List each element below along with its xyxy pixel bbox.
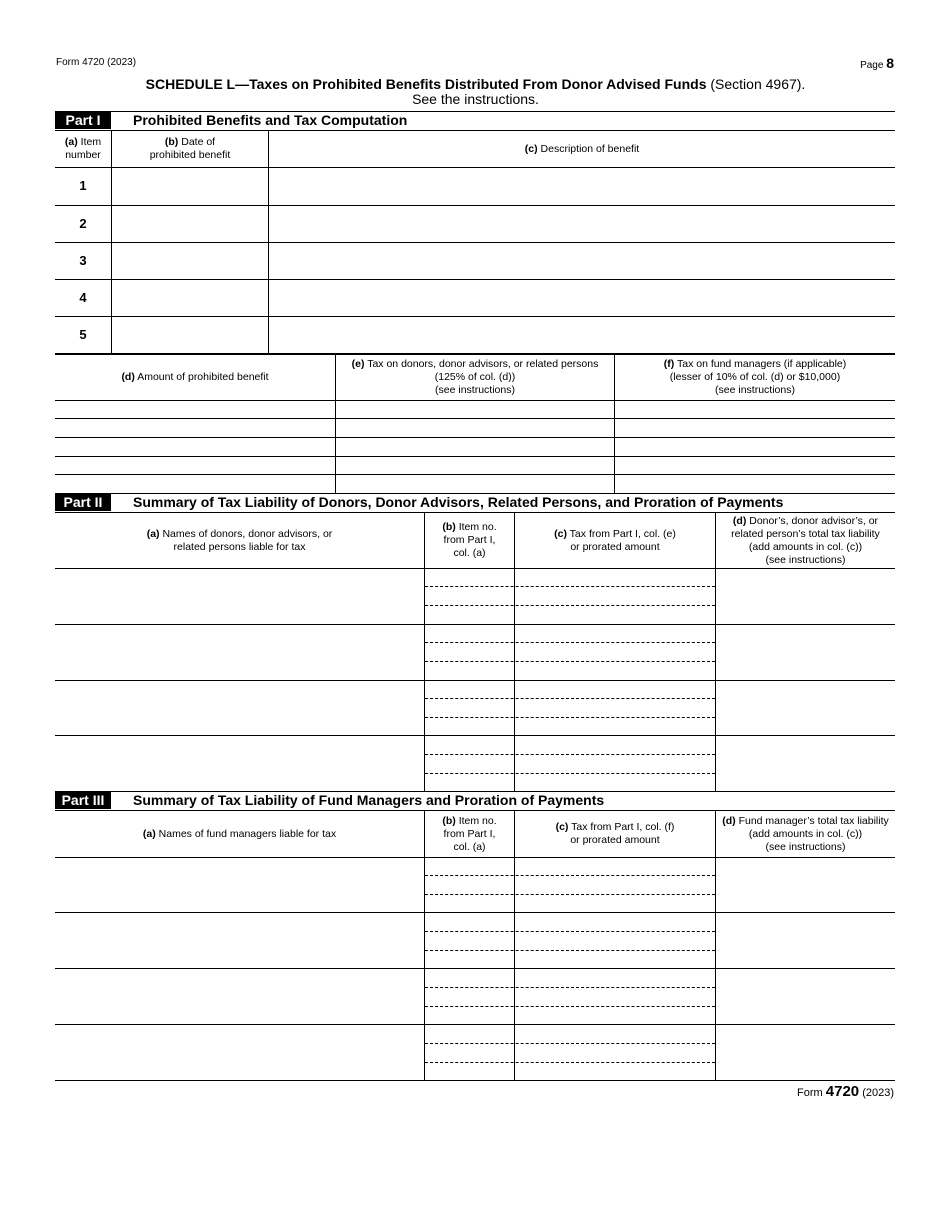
part3-total-liability-field[interactable] <box>716 858 895 912</box>
part1-amount-field[interactable] <box>55 401 335 418</box>
part3-name-field[interactable] <box>55 1025 424 1080</box>
part2-total-liability-field[interactable] <box>716 625 895 680</box>
part1-date-field[interactable] <box>112 243 268 279</box>
part3-divider-b-c <box>514 810 515 1080</box>
part1-tag: Part I <box>55 111 111 129</box>
part1-date-field[interactable] <box>112 206 268 242</box>
footer-form-word: Form <box>797 1087 823 1099</box>
part1-col-d-header: (d) Amount of prohibited benefit <box>121 371 269 383</box>
part3-col-d-header: (d) Fund manager’s total tax liability (add amounts in col. (c)) (see instructions) <box>722 814 889 853</box>
part3-col-b-header: (b) Item no. from Part I, col. (a) <box>442 814 497 853</box>
part1-description-field[interactable] <box>269 168 895 205</box>
schedule-title-section: (Section 4967). <box>706 76 806 92</box>
part2-divider-b-c <box>514 512 515 791</box>
part1-date-field[interactable] <box>112 280 268 316</box>
part3-total-liability-field[interactable] <box>716 1025 895 1080</box>
part1-amount-field[interactable] <box>55 438 335 456</box>
form-header-label: Form 4720 (2023) <box>56 57 137 68</box>
part1-donor-tax-field[interactable] <box>336 438 614 456</box>
part1-manager-tax-field[interactable] <box>615 457 895 474</box>
part1-donor-tax-field[interactable] <box>336 475 614 493</box>
part2-subrow-rule <box>425 698 715 699</box>
footer-year: (2023) <box>862 1087 894 1099</box>
schedule-title-bold: SCHEDULE L—Taxes on Prohibited Benefits Distributed From Donor Advised Funds <box>145 76 707 92</box>
page-number-value: 8 <box>886 55 894 71</box>
part2-total-liability-field[interactable] <box>716 681 895 735</box>
part3-subrow-rule <box>425 1062 715 1063</box>
part3-name-field[interactable] <box>55 969 424 1024</box>
part1-row-number: 2 <box>79 216 87 231</box>
part1-amount-field[interactable] <box>55 457 335 474</box>
part1-amount-field[interactable] <box>55 475 335 493</box>
part2-subrow-rule <box>425 642 715 643</box>
part1-manager-tax-field[interactable] <box>615 419 895 437</box>
part2-title: Summary of Tax Liability of Donors, Donor Advisors, Related Persons, and Proration of Payments <box>133 494 784 510</box>
part1-row-number: 4 <box>79 290 87 305</box>
part3-subrow-rule <box>425 875 715 876</box>
part2-subrow-rule <box>425 773 715 774</box>
part1-col-b-header: (b) Date of prohibited benefit <box>149 136 231 161</box>
part2-name-field[interactable] <box>55 569 424 624</box>
page-number <box>860 55 894 71</box>
part3-tag: Part III <box>55 791 111 809</box>
part1-donor-tax-field[interactable] <box>336 419 614 437</box>
part2-name-field[interactable] <box>55 625 424 680</box>
part2-total-liability-field[interactable] <box>716 736 895 791</box>
part3-subrow-rule <box>425 950 715 951</box>
part1-donor-tax-field[interactable] <box>336 457 614 474</box>
part1-donor-tax-field[interactable] <box>336 401 614 418</box>
part1-description-field[interactable] <box>269 206 895 242</box>
part2-col-d-header: (d) Donor’s, donor advisor’s, or related person’s total tax liability (add amounts in col. (c)) (see instructions) <box>731 514 880 566</box>
part1-date-field[interactable] <box>112 317 268 353</box>
part1-description-field[interactable] <box>269 280 895 316</box>
part2-name-field[interactable] <box>55 681 424 735</box>
part2-subrow-rule <box>425 605 715 606</box>
part3-subrow-rule <box>425 931 715 932</box>
part3-title: Summary of Tax Liability of Fund Managers and Proration of Payments <box>133 792 605 808</box>
footer-form-number: 4720 <box>825 1083 860 1100</box>
part2-total-liability-field[interactable] <box>716 569 895 624</box>
form-footer <box>797 1083 894 1100</box>
part1-description-field[interactable] <box>269 317 895 353</box>
schedule-title-instructions: See the instructions. <box>412 91 539 107</box>
part2-subrow-rule <box>425 717 715 718</box>
part1-amount-field[interactable] <box>55 419 335 437</box>
part2-divider-a-b <box>424 512 425 791</box>
part1-description-field[interactable] <box>269 243 895 279</box>
page-label: Page <box>860 60 884 71</box>
part3-name-field[interactable] <box>55 858 424 912</box>
schedule-title <box>56 77 895 107</box>
part1-col-f-header: (f) Tax on fund managers (if applicable) (lesser of 10% of col. (d) or $10,000) (see instructions) <box>663 358 847 396</box>
part2-name-field[interactable] <box>55 736 424 791</box>
part3-col-c-header: (c) Tax from Part I, col. (f) or prorated amount <box>555 821 675 846</box>
part2-subrow-rule <box>425 661 715 662</box>
part3-divider-a-b <box>424 810 425 1080</box>
part3-subrow-rule <box>425 1043 715 1044</box>
part1-row-number: 3 <box>79 253 87 268</box>
part3-subrow-rule <box>425 987 715 988</box>
part2-col-c-header: (c) Tax from Part I, col. (e) or prorated amount <box>554 527 676 553</box>
part2-col-a-header: (a) Names of donors, donor advisors, or related persons liable for tax <box>146 527 333 553</box>
part1-col-e-header: (e) Tax on donors, donor advisors, or related persons (125% of col. (d)) (see instructions) <box>351 358 599 396</box>
part3-subrow-rule <box>425 1006 715 1007</box>
part1-manager-tax-field[interactable] <box>615 401 895 418</box>
part1-title: Prohibited Benefits and Tax Computation <box>133 112 408 128</box>
part1-manager-tax-field[interactable] <box>615 475 895 493</box>
part2-subrow-rule <box>425 586 715 587</box>
part2-col-b-header: (b) Item no. from Part I, col. (a) <box>442 521 497 559</box>
part2-subrow-rule <box>425 754 715 755</box>
part3-total-liability-field[interactable] <box>716 913 895 968</box>
part2-tag: Part II <box>55 493 111 511</box>
part1-manager-tax-field[interactable] <box>615 438 895 456</box>
part1-col-a-header: (a) Item number <box>64 136 102 161</box>
part1-col-c-header: (c) Description of benefit <box>524 142 640 155</box>
part3-bottom-rule <box>55 1080 895 1081</box>
part1-date-field[interactable] <box>112 168 268 205</box>
part3-total-liability-field[interactable] <box>716 969 895 1024</box>
part1-row-number: 1 <box>79 178 87 193</box>
part3-name-field[interactable] <box>55 913 424 968</box>
part3-col-a-header: (a) Names of fund managers liable for tax <box>142 827 337 840</box>
part3-subrow-rule <box>425 894 715 895</box>
part1-row-number: 5 <box>79 327 87 342</box>
